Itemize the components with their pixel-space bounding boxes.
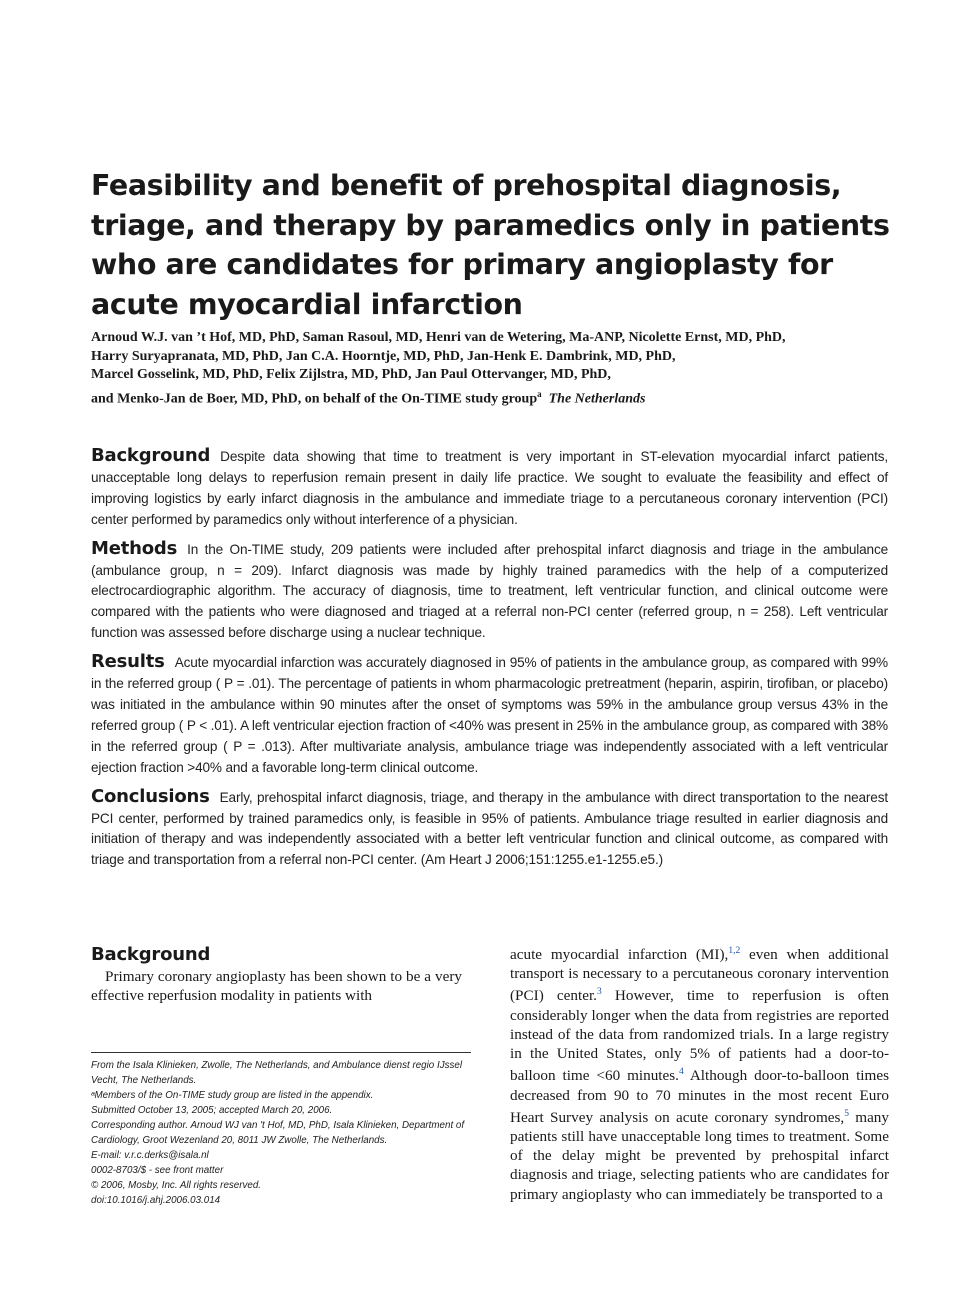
abstract-methods [91, 539, 888, 645]
abstract-results-heading: Results [91, 651, 165, 673]
abstract-conclusions [91, 787, 888, 872]
author-line-3: Marcel Gosselink, MD, PhD, Felix Zijlstra, MD, PhD, Jan Paul Ottervanger, MD, PhD, [91, 367, 611, 383]
body-text-segment: even when additional transport is necessary to a percutaneous coronary intervention (PCI) center. [510, 946, 889, 1005]
body-text-segment: acute myocardial infarction (MI), [510, 946, 729, 964]
footnote-corresponding: Corresponding author. Arnoud WJ van 't Hof, MD, PhD, Isala Klinieken, Department of Cardiology, Groot Wezenland 20, 8011 JW Zwolle, The Netherlands. [91, 1120, 465, 1146]
reference-link[interactable]: 3 [596, 987, 602, 998]
abstract-methods-heading: Methods [91, 537, 178, 559]
reference-link[interactable]: 4 [678, 1067, 684, 1078]
abstract-background-text: Despite data showing that time to treatment is very important in ST-elevation myocardial infarct patients, unacceptable long delays to reperfusion remain present in daily life practice. We sought to evaluate the feasibility and effect of improving logistics by early infarct diagnosis in the ambulance and immediate triage to a percutaneous coronary intervention (PCI) center performed by paramedics only without interference of a physician. [91, 449, 888, 527]
body-text-segment: Although door-to-balloon times decreased from 90 to 70 minutes in the most recent Euro Heart Survey analysis on acute coronary syndromes, [510, 1067, 889, 1126]
body-column-left [91, 944, 462, 1005]
abstract-results [91, 652, 888, 778]
author-affiliation: The Netherlands [548, 391, 646, 407]
footnote-issn: 0002-8703/$ - see front matter [91, 1165, 224, 1176]
abstract-methods-text: In the On-TIME study, 209 patients were included after prehospital infarct diagnosis and triage in the ambulance (ambulance group, n = 209). Infarct diagnosis was made by highly trained paramedics with the help of a computerized electrocardiographic algorithm. The accuracy of diagnosis, time to treatment, left ventricular function, and clinical outcome were compared with the patients who were diagnosed and triaged at a referral non-PCI center (referred group, n = 258). Left ventricular function was assessed before discharge using a nuclear technique. [91, 541, 888, 641]
author-line-2: Harry Suryapranata, MD, PhD, Jan C.A. Hoorntje, MD, PhD, Jan-Henk E. Dambrink, MD, PhD, [91, 348, 676, 364]
abstract-conclusions-text: Early, prehospital infarct diagnosis, triage, and therapy in the ambulance with direct transportation to the nearest PCI center, performed by trained paramedics only, is feasible in 95% of patients. Ambulance triage resulted in earlier diagnosis and initiation of therapy and was independently associated with a better left ventricular function and clinical outcome, as compared with triage and transportation from a referral non-PCI center. (Am Heart J 2006;151:1255.e1-1255.e5.) [91, 789, 888, 868]
article-title: Feasibility and benefit of prehospital diagnosis, triage, and therapy by paramedics only in patients who are candidates for primary angioplasty for acute myocardial infarction [91, 169, 890, 321]
footnote-submitted: Submitted October 13, 2005; accepted March 20, 2006. [91, 1105, 333, 1116]
footnotes [91, 1058, 471, 1208]
footnote-doi[interactable]: doi:10.1016/j.ahj.2006.03.014 [91, 1195, 221, 1206]
author-line-4: and Menko-Jan de Boer, MD, PhD, on behalf of the On-TIME study group [91, 391, 538, 407]
abstract-background-heading: Background [91, 445, 211, 466]
body-paragraph-left: Primary coronary angioplasty has been shown to be a very effective reperfusion modality in patients with [91, 968, 462, 1005]
abstract-background [91, 446, 888, 531]
footnote-copyright: © 2006, Mosby, Inc. All rights reserved. [91, 1180, 262, 1191]
reference-link[interactable]: 1,2 [728, 946, 741, 956]
abstract-conclusions-heading: Conclusions [91, 785, 210, 807]
author-list [91, 329, 901, 409]
footnote-members: ᵃMembers of the On-TIME study group are listed in the appendix. [91, 1090, 374, 1101]
body-text-segment: many patients still have unacceptable long times to treatment. Some of the delay might be prevented by prehospital infarct diagnosis and triage, selecting patients who are candidates for primary angioplasty who can immediately be transported to a [510, 1108, 889, 1203]
body-text-segment: However, time to reperfusion is often considerably longer when the data from registries are reported instead of the data from randomized trials. In a large registry in the United States, only 5% of patients had a door-to-balloon time <60 minutes. [510, 987, 889, 1085]
abstract-results-text: Acute myocardial infarction was accurately diagnosed in 95% of patients in the ambulance group, as compared with 99% in the referred group ( P = .01). The percentage of patients in whom pharmacologic pretreatment (heparin, aspirin, tirofiban, or placebo) was initiated in the ambulance within 90 minutes after the onset of symptoms was 59% in the ambulance group versus 43% in the referred group ( P < .01). A left ventricular ejection fraction of <40% was present in 25% in the ambulance group, as compared with 38% in the referred group ( P = .013). After multivariate analysis, ambulance triage was independently associated with a left ventricular ejection fraction >40% and a favorable long-term clinical outcome. [91, 655, 888, 775]
body-paragraph-right [510, 942, 889, 1204]
author-line-1: Arnoud W.J. van ’t Hof, MD, PhD, Saman Rasoul, MD, Henri van de Wetering, Ma-ANP, Nicolette Ernst, MD, PhD, [91, 330, 786, 345]
footnote-divider [91, 1052, 471, 1053]
abstract [91, 446, 888, 879]
author-footnote-marker: a [537, 388, 542, 399]
body-column-right [510, 942, 889, 1204]
reference-link[interactable]: 5 [844, 1108, 849, 1119]
footnote-email[interactable]: E-mail: v.r.c.derks@isala.nl [91, 1150, 209, 1161]
section-heading-background: Background [91, 944, 211, 965]
footnote-from: From the Isala Klinieken, Zwolle, The Netherlands, and Ambulance dienst regio IJssel Vecht, The Netherlands. [91, 1060, 463, 1086]
